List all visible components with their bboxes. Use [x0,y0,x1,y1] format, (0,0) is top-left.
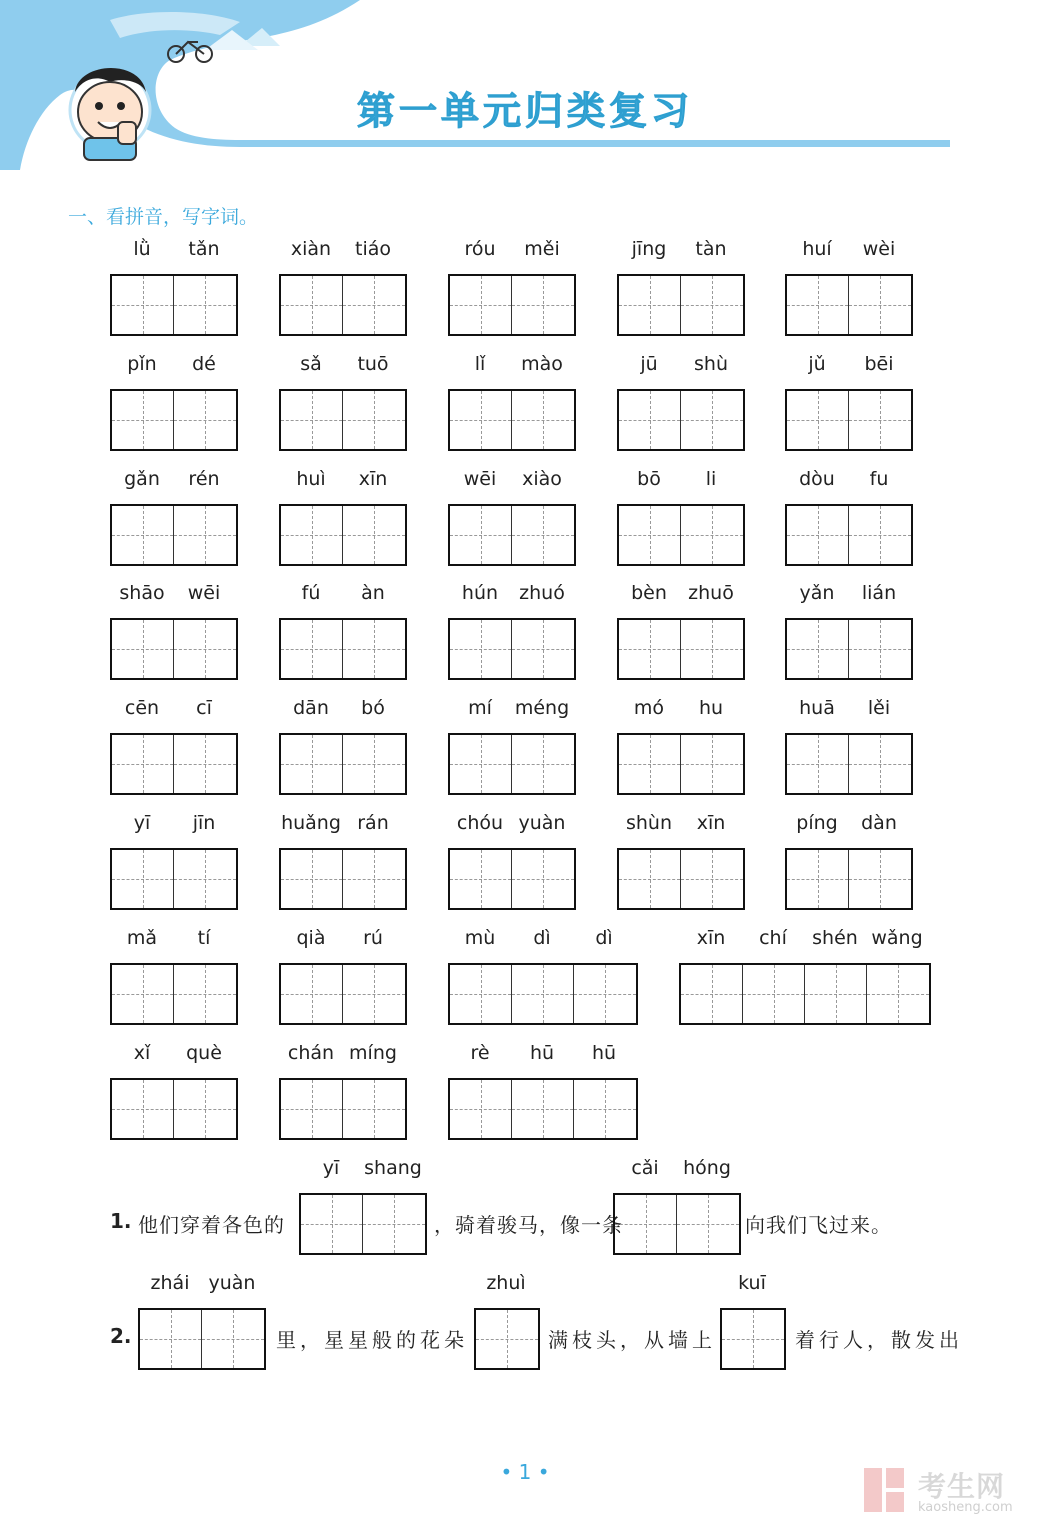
writing-cell[interactable] [450,965,512,1023]
writing-cell[interactable] [112,620,174,678]
pinyin-syllable: huì [296,468,326,490]
pinyin-syllable: zhuó [519,582,565,604]
writing-cell[interactable] [574,1080,636,1138]
writing-grid[interactable] [448,733,576,795]
writing-grid[interactable] [617,274,745,336]
pinyin-syllable: hū [529,1042,555,1064]
writing-cell[interactable] [849,276,911,334]
writing-cell[interactable] [512,620,574,678]
writing-grid[interactable] [720,1308,786,1370]
pinyin-syllable: wēi [187,582,221,604]
pinyin-syllable: kuī [738,1272,766,1294]
writing-cell[interactable] [681,506,743,564]
word-group [279,812,407,912]
writing-cell[interactable] [174,620,236,678]
writing-grid[interactable] [279,963,407,1025]
word-group [110,812,238,912]
writing-cell[interactable] [450,276,512,334]
pinyin-syllable: tuō [357,353,389,375]
sentence-text: 他们穿着各色的 [138,1213,285,1237]
sentence-blank [720,1272,786,1372]
writing-cell[interactable] [301,1195,363,1253]
writing-cell[interactable] [174,391,236,449]
writing-grid[interactable] [785,389,913,451]
pinyin-syllable: dé [192,353,216,375]
pinyin-syllable: xiào [522,468,562,490]
writing-grid[interactable] [110,504,238,566]
pinyin-syllable: cī [196,697,212,719]
writing-grid[interactable] [138,1308,266,1370]
pinyin-syllable: hóng [683,1157,731,1179]
writing-cell[interactable] [619,735,681,793]
writing-grid[interactable] [785,848,913,910]
writing-cell[interactable] [867,965,929,1023]
writing-cell[interactable] [343,965,405,1023]
writing-grid[interactable] [279,618,407,680]
pinyin-syllable: mù [464,927,496,949]
word-group [785,468,913,568]
word-group [617,238,745,338]
word-group [617,812,745,912]
writing-cell[interactable] [476,1310,538,1368]
pinyin-syllable: huǎng [281,812,341,834]
writing-cell[interactable] [343,506,405,564]
writing-grid[interactable] [448,1078,638,1140]
writing-grid[interactable] [617,389,745,451]
writing-grid[interactable] [448,504,576,566]
writing-cell[interactable] [112,506,174,564]
writing-cell[interactable] [112,735,174,793]
writing-cell[interactable] [281,391,343,449]
word-group [448,582,576,682]
pinyin-syllable: shang [364,1157,422,1179]
word-group [617,697,745,797]
pinyin-syllable: xiàn [290,238,332,260]
word-group [279,353,407,453]
writing-cell[interactable] [787,506,849,564]
word-group [448,468,576,568]
sentence-blank [138,1272,266,1372]
writing-cell[interactable] [281,965,343,1023]
writing-cell[interactable] [450,850,512,908]
writing-grid[interactable] [110,274,238,336]
pinyin-syllable: hu [698,697,724,719]
pinyin-syllable: wǎng [871,927,923,949]
writing-cell[interactable] [202,1310,264,1368]
page-number: • 1 • [500,1460,550,1484]
writing-cell[interactable] [512,506,574,564]
pinyin-syllable: yuàn [518,812,566,834]
pinyin-syllable: què [186,1042,222,1064]
writing-cell[interactable] [681,735,743,793]
writing-cell[interactable] [174,506,236,564]
writing-cell[interactable] [281,506,343,564]
pinyin-syllable: mào [521,353,563,375]
word-group [110,1042,238,1142]
pinyin-syllable: fu [869,468,889,490]
writing-cell[interactable] [849,506,911,564]
pinyin-syllable: rén [188,468,220,490]
writing-cell[interactable] [787,391,849,449]
writing-grid[interactable] [617,848,745,910]
sentence-blank [613,1157,741,1257]
writing-grid[interactable] [448,963,638,1025]
word-group [785,582,913,682]
pinyin-syllable: xīn [696,927,726,949]
writing-cell[interactable] [512,391,574,449]
pinyin-syllable: fú [301,582,321,604]
writing-cell[interactable] [512,850,574,908]
writing-cell[interactable] [281,850,343,908]
pinyin-syllable: chóu [456,812,504,834]
pinyin-syllable: shù [694,353,728,375]
writing-grid[interactable] [448,848,576,910]
writing-cell[interactable] [512,276,574,334]
pinyin-syllable: chán [287,1042,335,1064]
writing-cell[interactable] [512,1080,574,1138]
pinyin-syllable: hū [591,1042,617,1064]
pinyin-syllable: lǐ [474,353,486,375]
word-group [279,468,407,568]
pinyin-syllable: tǎn [188,238,220,260]
word-group [617,353,745,453]
word-group [110,927,238,1027]
pinyin-syllable: qià [296,927,326,949]
pinyin-syllable: tàn [695,238,727,260]
writing-grid[interactable] [785,504,913,566]
writing-cell[interactable] [343,620,405,678]
writing-grid[interactable] [110,618,238,680]
pinyin-syllable: xīn [358,468,388,490]
pinyin-syllable: yī [322,1157,340,1179]
writing-cell[interactable] [743,965,805,1023]
writing-cell[interactable] [681,850,743,908]
page-title: 第一单元归类复习 [356,89,693,133]
pinyin-syllable: mí [468,697,492,719]
pinyin-syllable: zhái [150,1272,190,1294]
word-group [279,927,407,1027]
sentence-blank [474,1272,540,1372]
pinyin-syllable: rán [357,812,389,834]
writing-grid[interactable] [617,733,745,795]
sentence-number: 2. [110,1324,132,1348]
writing-grid[interactable] [279,848,407,910]
writing-cell[interactable] [112,276,174,334]
pinyin-syllable: bó [361,697,385,719]
pinyin-syllable: sǎ [300,353,322,375]
word-group [110,353,238,453]
sentence-blank [299,1157,427,1257]
writing-cell[interactable] [681,620,743,678]
writing-cell[interactable] [681,391,743,449]
word-group [448,238,576,338]
writing-grid[interactable] [785,733,913,795]
writing-grid[interactable] [448,389,576,451]
writing-cell[interactable] [619,276,681,334]
writing-cell[interactable] [343,735,405,793]
writing-cell[interactable] [343,391,405,449]
writing-cell[interactable] [343,850,405,908]
pinyin-syllable: cēn [124,697,160,719]
writing-cell[interactable] [450,506,512,564]
writing-grid[interactable] [279,504,407,566]
pinyin-syllable: zhuì [486,1272,526,1294]
pinyin-syllable: zhuō [688,582,734,604]
sentence-number: 1. [110,1209,132,1233]
sentence-text: ，骑着骏马，像一条 [434,1213,623,1237]
writing-grid[interactable] [785,274,913,336]
word-group [110,468,238,568]
writing-cell[interactable] [343,1080,405,1138]
pinyin-syllable: huí [802,238,832,260]
pinyin-syllable: yuàn [208,1272,256,1294]
writing-cell[interactable] [140,1310,202,1368]
word-group [785,353,913,453]
pinyin-syllable: shùn [625,812,673,834]
writing-grid[interactable] [679,963,931,1025]
word-group [110,697,238,797]
writing-cell[interactable] [681,276,743,334]
pinyin-syllable: dàn [861,812,897,834]
word-group [279,582,407,682]
writing-grid[interactable] [279,733,407,795]
pinyin-syllable: jīng [631,238,667,260]
writing-cell[interactable] [281,620,343,678]
writing-grid[interactable] [448,618,576,680]
writing-cell[interactable] [849,735,911,793]
pinyin-syllable: lěi [867,697,891,719]
writing-cell[interactable] [619,850,681,908]
writing-cell[interactable] [281,735,343,793]
pinyin-syllable: mó [633,697,665,719]
pinyin-syllable: wèi [862,238,896,260]
writing-cell[interactable] [450,391,512,449]
pinyin-syllable: yī [133,812,151,834]
writing-grid[interactable] [785,618,913,680]
pinyin-syllable: gǎn [124,468,160,490]
pinyin-syllable: rú [363,927,383,949]
writing-cell[interactable] [112,391,174,449]
pinyin-syllable: shén [812,927,858,949]
pinyin-syllable: chí [759,927,787,949]
writing-grid[interactable] [110,1078,238,1140]
sentence-text: 着行人，散发出 [795,1328,963,1352]
word-group [110,238,238,338]
pinyin-syllable: dòu [799,468,835,490]
writing-grid[interactable] [110,963,238,1025]
watermark-url: kaosheng.com [918,1500,1013,1515]
pinyin-syllable: píng [796,812,838,834]
sentence-text: 里，星星般的花朵 [276,1328,468,1352]
pinyin-syllable: méng [514,697,570,719]
writing-cell[interactable] [681,965,743,1023]
writing-grid[interactable] [613,1193,741,1255]
watermark-text: 考生网 [918,1470,1006,1503]
writing-cell[interactable] [112,1080,174,1138]
pinyin-syllable: měi [524,238,560,260]
pinyin-syllable: rè [470,1042,490,1064]
word-group [279,1042,407,1142]
writing-cell[interactable] [615,1195,677,1253]
sentence-text: 向我们飞过来。 [745,1213,892,1237]
pinyin-syllable: pǐn [127,353,157,375]
writing-cell[interactable] [787,620,849,678]
writing-cell[interactable] [574,965,636,1023]
word-group [785,238,913,338]
pinyin-syllable: míng [349,1042,397,1064]
pinyin-syllable: mǎ [126,927,158,949]
writing-cell[interactable] [787,276,849,334]
writing-cell[interactable] [512,965,574,1023]
writing-cell[interactable] [343,276,405,334]
word-group [617,582,745,682]
pinyin-syllable: shāo [119,582,165,604]
writing-cell[interactable] [174,850,236,908]
writing-cell[interactable] [805,965,867,1023]
pinyin-syllable: jǔ [808,353,826,375]
pinyin-syllable: tiáo [355,238,391,260]
pinyin-syllable: xǐ [133,1042,151,1064]
word-group [110,582,238,682]
writing-grid[interactable] [617,504,745,566]
writing-grid[interactable] [448,274,576,336]
writing-cell[interactable] [450,1080,512,1138]
pinyin-syllable: xīn [696,812,726,834]
word-group [448,697,576,797]
writing-grid[interactable] [279,389,407,451]
writing-cell[interactable] [849,850,911,908]
pinyin-syllable: wēi [463,468,497,490]
writing-cell[interactable] [787,850,849,908]
pinyin-syllable: lǜ [133,238,151,260]
writing-cell[interactable] [450,735,512,793]
writing-grid[interactable] [279,1078,407,1140]
pinyin-syllable: huā [799,697,835,719]
pinyin-syllable: tí [197,927,211,949]
writing-cell[interactable] [619,620,681,678]
writing-cell[interactable] [722,1310,784,1368]
section-heading: 一、看拼音，写字词。 [68,206,259,228]
writing-cell[interactable] [619,506,681,564]
pinyin-syllable: jīn [192,812,216,834]
pinyin-syllable: cǎi [631,1157,659,1179]
writing-cell[interactable] [512,735,574,793]
pinyin-syllable: róu [464,238,496,260]
pinyin-syllable: bō [637,468,661,490]
word-group [617,468,745,568]
writing-grid[interactable] [299,1193,427,1255]
word-group [279,697,407,797]
writing-cell[interactable] [619,391,681,449]
writing-cell[interactable] [849,391,911,449]
word-group [679,927,931,1027]
writing-cell[interactable] [677,1195,739,1253]
writing-grid[interactable] [617,618,745,680]
writing-cell[interactable] [174,735,236,793]
writing-cell[interactable] [787,735,849,793]
word-group [448,1042,638,1142]
word-group [448,812,576,912]
pinyin-syllable: dì [595,927,613,949]
writing-grid[interactable] [279,274,407,336]
pinyin-syllable: bèn [631,582,667,604]
pinyin-syllable: li [705,468,717,490]
writing-cell[interactable] [363,1195,425,1253]
word-group [785,697,913,797]
pinyin-syllable: dān [293,697,329,719]
pinyin-syllable: àn [361,582,385,604]
writing-grid[interactable] [110,389,238,451]
writing-cell[interactable] [112,965,174,1023]
writing-cell[interactable] [174,965,236,1023]
writing-grid[interactable] [110,848,238,910]
writing-cell[interactable] [450,620,512,678]
writing-cell[interactable] [281,1080,343,1138]
writing-grid[interactable] [474,1308,540,1370]
pinyin-syllable: jū [640,353,658,375]
writing-grid[interactable] [110,733,238,795]
writing-cell[interactable] [174,1080,236,1138]
writing-cell[interactable] [174,276,236,334]
pinyin-syllable: yǎn [799,582,835,604]
writing-cell[interactable] [112,850,174,908]
pinyin-syllable: lián [861,582,897,604]
word-group [448,353,576,453]
word-group [279,238,407,338]
word-group [448,927,638,1027]
word-group [785,812,913,912]
pinyin-syllable: hún [461,582,499,604]
writing-cell[interactable] [281,276,343,334]
pinyin-syllable: dì [533,927,551,949]
pinyin-syllable: bēi [864,353,894,375]
writing-cell[interactable] [849,620,911,678]
sentence-text: 满枝头，从墙上 [548,1328,716,1352]
